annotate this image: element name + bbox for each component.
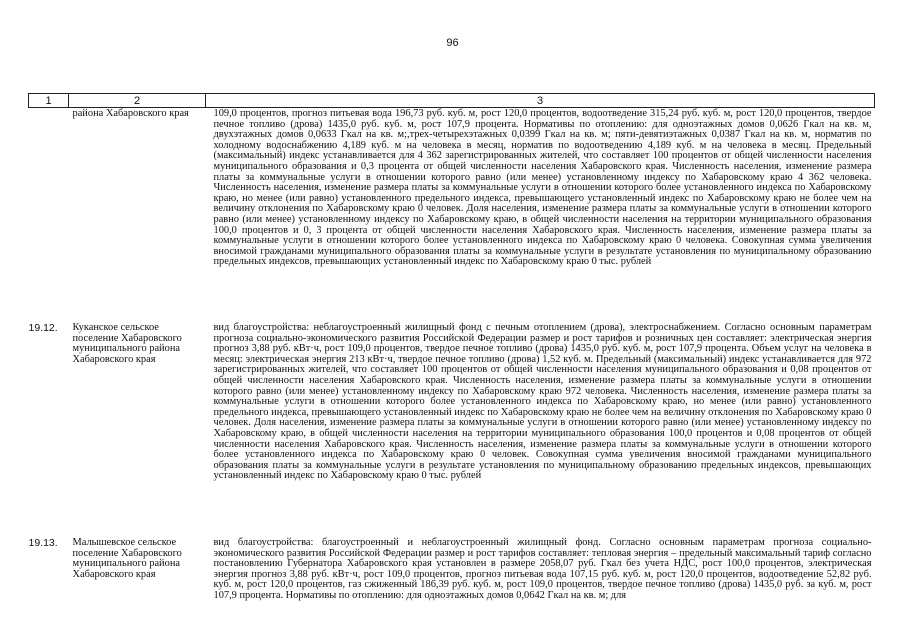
table-row — [29, 108, 875, 321]
document-table — [28, 93, 875, 602]
table-header-row — [29, 94, 875, 108]
table-row — [29, 320, 875, 535]
row-description: вид благоустройства: неблагоустроенный жилищный фонд с печным отоплением (дрова), электроснабжением. Согласно основным параметрам прогноза социально-экономического развития Российской Федерации размер и рост тарифов и розничных цен составляет: электрическая энергия прогноз 3,88 руб. кВт·ч, рост 109,0 процентов, твердое печное топливо (дрова) 1435,0 руб. куб. м, рост 107,9 процента. Объем услуг на человека в месяц: электрическая энергия 213 кВт·ч, твердое печное топливо (дрова) 1,52 куб. м. Предельный (максимальный) индекс устанавливается для 972 зарегистрированных жителей, что составляет 100 процентов от общей численности населения муниципального образования и 0,08 процентов от общей численности населения Хабаровского края. Численность населения, изменение размера платы за коммунальные услуги в отношении которого равно (или менее) установленному индексу по Хабаровскому краю 972 человека. Численность населения, изменение размера платы за коммунальные услуги в отношении которого более установленного индекса по Хабаровскому краю, но менее (или равно) установленного предельного индекса, превышающего установленный индекс по Хабаровскому краю не более чем на величину отклонения по Хабаровскому краю 0 человек. Доля населения, изменение размера платы за коммунальные услуги в отношении которого равно (или менее) установленному индексу по Хабаровскому краю, в общей численности населения на территории муниципального образования 100,0 процентов и 0,08 процентов от общей численности населения Хабаровского края. Численность населения, изменение размера платы за коммунальные услуги в отношении которого более установленного индекса по Хабаровскому краю 0 человек. Совокупная сумма увеличения вносимой гражданами муниципального образования платы за коммунальные услуги в результате установления по муниципальному образованию предельных индексов, превышающих установленный индекс по Хабаровскому краю 0 тыс. рублей — [213, 322, 872, 482]
page-number: 96 — [446, 37, 459, 49]
header-col-2: 2 — [69, 94, 206, 108]
settlement-name: Куканское сельское поселение Хабаровского муниципального района Хабаровского края — [72, 322, 182, 365]
row-number: 19.12. — [28, 322, 58, 334]
header-col-3: 3 — [206, 94, 875, 108]
table-row — [29, 535, 875, 602]
row-description: 109,0 процентов, прогноз питьевая вода 196,73 руб. куб. м, рост 120,0 процентов, водоотведение 315,24 руб. куб. м, рост 120,0 процентов, твердое печное топливо (дрова) 1435,0 руб. куб. м, рост 107,9 процента. Нормативы по отоплению: для одноэтажных домов 0,0626 Гкал на кв. м, двухэтажных домов 0,0633 Гкал на кв. м;,трех-четырехэтажных 0,0399 Гкал на кв. м; пяти-девятиэтажных 0,0387 Гкал на кв. м, норматив по холодному водоснабжению 4,189 куб. м на человека в месяц, норматив по водоотведению 4,189 куб. м на человека в месяц. Предельный (максимальный) индекс устанавливается для 4 362 зарегистрированных жителей, что составляет 100 процентов от общей численности населения муниципального образования и 0,3 процента от общей численности населения Хабаровского края. Численность населения, изменение размера платы за коммунальные услуги в отношении которого равно (или менее) установленному индексу по Хабаровскому краю 4 362 человека. Численность населения, изменение размера платы за коммунальные услуги в отношении которого более установленного индекса по Хабаровскому краю, но менее (или равно) установленного предельного индекса, превышающего установленный индекс по Хабаровскому краю не более чем на величину отклонения по Хабаровскому краю 0 человек. Доля населения, изменение размера платы за коммунальные услуги в отношении которого равно (или менее) установленному индексу по Хабаровскому краю, в общей численности населения на территории муниципального образования 100,0 процентов и 0, 3 процента от общей численности населения Хабаровского края. Численность населения, изменение размера платы за коммунальные услуги в отношении которого более установленного индекса по Хабаровскому краю 0 человека. Совокупная сумма увеличения вносимой гражданами муниципального образования платы за коммунальные услуги в результате установления по муниципальному образованию предельных индексов, превышающих установленный индекс по Хабаровскому краю 0 тыс. рублей — [213, 108, 872, 268]
row-number — [29, 108, 69, 321]
settlement-name: Малышевское сельское поселение Хабаровского муниципального района Хабаровского края — [72, 537, 182, 580]
row-description: вид благоустройства: благоустроенный и неблагоустроенный жилищный фонд. Согласно основным параметрам прогноза социально-экономического развития Российской Федерации размер и рост тарифов составляет: тепловая энергия – предельный максимальный тариф согласно постановлению Губернатора Хабаровского края установлен в размере 2058,07 руб. Гкал без учета НДС, рост 100,0 процентов, электрическая энергия прогноз 3,88 руб. кВт·ч, рост 109,0 процентов, прогноз питьевая вода 107,15 руб. куб. м, рост 120,0 процентов, водоотведение 52,82 руб. куб. м, рост 120,0 процентов, газ сжиженный 186,39 руб. куб. м, рост 109,0 процентов, твердое печное топливо (дрова) 1435,0 руб. за куб. м, рост 107,9 процента. Нормативы по отоплению: для одноэтажных домов 0,0642 Гкал на кв. м; для — [213, 537, 872, 601]
header-col-1: 1 — [29, 94, 69, 108]
settlement-name: района Хабаровского края — [72, 108, 189, 119]
row-number: 19.13. — [28, 537, 58, 549]
